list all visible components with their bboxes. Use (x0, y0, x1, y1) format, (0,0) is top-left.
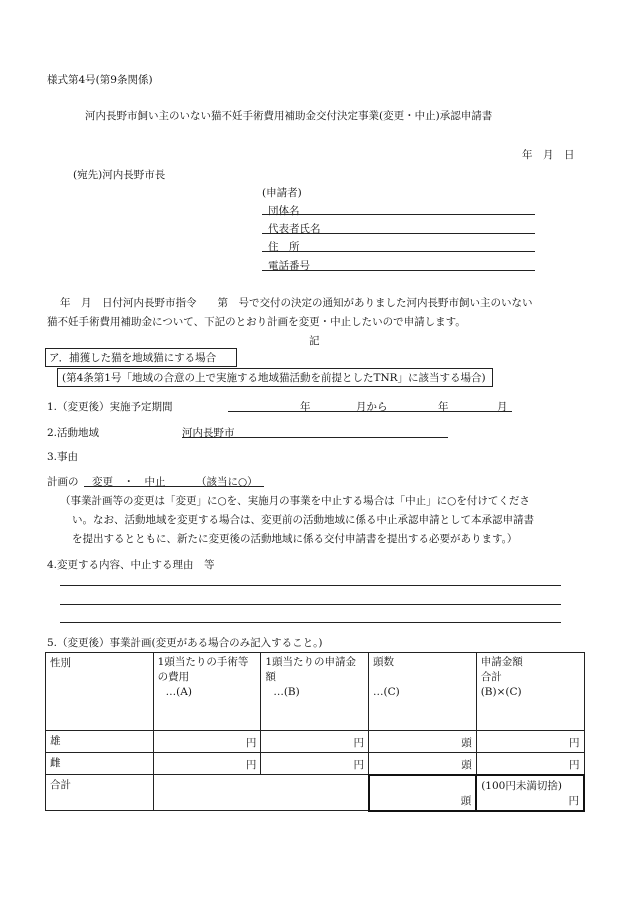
form-number: 様式第4号(第9条関係) (47, 74, 153, 86)
header-amount (261, 653, 369, 731)
table-row (46, 731, 585, 753)
male-count-cell[interactable]: 頭 (369, 731, 477, 753)
header-amount-line2: 額 (265, 671, 276, 683)
row-label-male: 雄 (46, 731, 154, 753)
table-total-row (46, 775, 585, 811)
female-amount-cell[interactable]: 円 (261, 753, 369, 775)
male-total-cell[interactable]: 円 (476, 731, 584, 753)
plan-of-prefix: 計画の (47, 476, 79, 488)
header-cost (153, 653, 261, 731)
area-field[interactable] (182, 437, 448, 438)
plan-table (45, 652, 585, 812)
case-subheading-box (57, 368, 493, 387)
female-cost-cell[interactable]: 円 (153, 753, 261, 775)
note-line-3: を提出するとともに、新たに変更後の活動地域に係る交付申請書を提出する必要があります。） (72, 533, 518, 545)
header-cost-line1: 1頭当たりの手術等 (157, 656, 249, 668)
header-cost-line3: …(A) (165, 686, 192, 698)
plan-change-stop-options[interactable]: 変更 ・ 中止 (92, 476, 166, 488)
note-line-2: い。なお、活動地域を変更する場合は、変更前の活動地域に係る中止承認申請として本承認申請書 (72, 514, 534, 526)
period-year-2: 年 (438, 401, 449, 413)
note-line-1: （事業計画等の変更は「変更」に○を、実施月の事業を中止する場合は「中止」に○を付けてくださ (60, 495, 530, 507)
change-content-line-2[interactable] (60, 604, 561, 605)
female-total-cell[interactable]: 円 (476, 753, 584, 775)
plan-of-underline (84, 486, 264, 487)
applicant-rep-label: 代表者氏名 (268, 223, 321, 235)
applicant-address-label: 住 所 (268, 241, 300, 253)
applicant-phone-field[interactable] (262, 270, 535, 271)
total-amount-cell[interactable] (476, 775, 584, 811)
male-amount-cell[interactable]: 円 (261, 731, 369, 753)
change-content-line-3[interactable] (60, 622, 561, 623)
area-value: 河内長野市 (182, 427, 235, 439)
reason-title: 3.事由 (47, 451, 79, 463)
male-cost-cell[interactable]: 円 (153, 731, 261, 753)
period-label: 1.（変更後）実施予定期間 (47, 401, 173, 413)
header-amount-line1: 1頭当たりの申請金 (265, 656, 357, 668)
case-subheading: (第4条第1号「地域の合意の上で実施する地域猫活動を前提としたTNR」に該当する場合) (62, 372, 486, 384)
header-cost-line2: の費用 (157, 671, 190, 683)
header-count-line2: …(C) (373, 686, 400, 698)
document-title: 河内長野市飼い主のいない猫不妊手術費用補助金交付決定事業(変更・中止)承認申請書 (85, 110, 493, 122)
row-label-total: 合計 (46, 775, 154, 811)
applicant-address-field[interactable] (262, 251, 535, 252)
area-label: 2.活動地域 (47, 427, 100, 439)
period-field[interactable] (228, 411, 512, 412)
change-content-line-1[interactable] (60, 585, 561, 586)
header-total (476, 653, 584, 731)
total-yen-unit: 円 (568, 794, 579, 807)
applicant-org-field[interactable] (262, 214, 535, 215)
plan-of-suffix: （該当に○） (196, 476, 258, 488)
applicant-org-label: 団体名 (268, 205, 300, 217)
addressee: (宛先)河内長野市長 (73, 169, 166, 181)
header-sex (46, 653, 154, 731)
total-rounding-note: (100円未満切捨) (481, 779, 562, 792)
plan-title: 5.（変更後）事業計画(変更がある場合のみ記入すること。) (47, 637, 323, 649)
total-empty-cell (153, 775, 368, 811)
row-label-female: 雌 (46, 753, 154, 775)
period-month: 月 (497, 401, 508, 413)
header-total-line3: (B)×(C) (480, 686, 522, 698)
intro-line-2: 猫不妊手術費用補助金について、下記のとおり計画を変更・中止したいので申請します。 (47, 316, 466, 328)
table-header-row (46, 653, 585, 731)
header-amount-line3: …(B) (273, 686, 300, 698)
total-count-cell[interactable]: 頭 (369, 775, 477, 811)
change-content-label: 4.変更する内容、中止する理由 等 (47, 559, 215, 571)
intro-line-1: 年 月 日付河内長野市指令 第 号で交付の決定の通知がありました河内長野市飼い主のいない (60, 297, 533, 309)
ki-heading: 記 (309, 335, 320, 347)
header-count (369, 653, 477, 731)
header-total-line1: 申請金額 (480, 656, 523, 668)
period-from: 月から (356, 401, 388, 413)
applicant-phone-label: 電話番号 (268, 260, 310, 272)
applicant-heading: (申請者) (262, 187, 302, 199)
table-row (46, 753, 585, 775)
applicant-rep-field[interactable] (262, 233, 535, 234)
case-heading: ア．捕獲した猫を地域猫にする場合 (49, 352, 217, 364)
period-year-1: 年 (300, 401, 311, 413)
header-count-line1: 頭数 (373, 656, 395, 668)
header-total-line2: 合計 (480, 671, 502, 683)
date-line: 年 月 日 (522, 149, 575, 161)
header-sex-text: 性別 (50, 657, 71, 669)
female-count-cell[interactable]: 頭 (369, 753, 477, 775)
case-heading-box (45, 348, 237, 367)
